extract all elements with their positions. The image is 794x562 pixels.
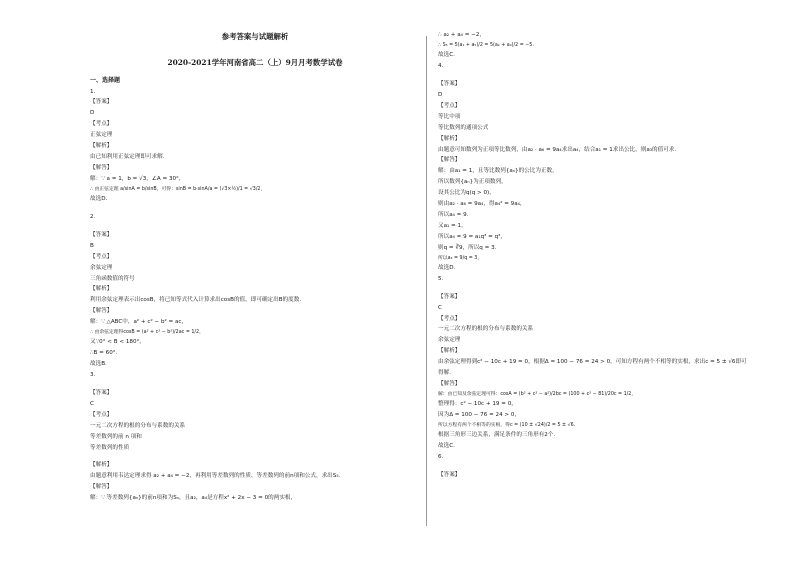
text-line: 又a₁ = 1， <box>438 222 467 229</box>
text-line: D <box>90 110 95 117</box>
text-line: 【答案】 <box>438 81 461 88</box>
text-line: B <box>90 242 94 249</box>
line-gap <box>90 381 420 388</box>
text-line: 正弦定理 <box>90 132 113 139</box>
text-line: 5. <box>438 275 444 282</box>
section-heading: 一、选择题 <box>90 76 121 84</box>
text-line: ∴ a₂ + a₄ = −2， <box>438 32 486 38</box>
text-line: 故选C. <box>438 52 455 59</box>
text-line: 【答案】 <box>438 472 461 479</box>
text-line: 所以a₄ = 9 = a₁q³ = q³， <box>438 233 506 240</box>
text-line: 【考点】 <box>90 411 113 418</box>
text-line: 故选C. <box>438 443 455 450</box>
text-line: 得解. <box>438 370 451 377</box>
text-line: 【解答】 <box>438 157 461 164</box>
text-line: 【考点】 <box>90 121 113 128</box>
text-line: 整理得：c² − 10c + 19 = 0， <box>438 401 517 408</box>
text-line: ∴ 由余弦定理得cosB = (a² + c² − b²)/2ac = 1/2， <box>90 330 204 336</box>
text-line: 则由a₂ · a₆ = 9a₄，得a₄² = 9a₄， <box>438 201 526 208</box>
line-gap <box>90 453 420 460</box>
text-line: 【答案】 <box>90 99 113 106</box>
text-line: 一元二次方程的根的分布与系数的关系 <box>90 422 186 429</box>
line-gap <box>438 285 768 292</box>
text-line: 所以方程有两个不相等的实根，得c = (10 ± √24)/2 = 5 ± √6. <box>438 423 576 429</box>
column-divider <box>426 36 427 526</box>
text-line: 【解析】 <box>438 135 461 142</box>
text-line: 解：由a₁ = 1，且等比数列{aₙ}的公比为正数， <box>438 168 558 175</box>
text-line: 【解答】 <box>90 308 113 315</box>
line-gap <box>438 463 768 470</box>
text-line: 由已知利用正弦定理即可求解. <box>90 154 165 160</box>
exam-title: 2020-2021学年河南省高二（上）9月月考数学试卷 <box>167 58 343 68</box>
text-line: 解：由已知及余弦定理可得：cosA = (b² + c² − a²)/2bc = (100 + c² − 81)/20c = 1/2， <box>438 391 637 397</box>
text-line: 【答案】 <box>90 390 113 396</box>
text-line: 【答案】 <box>438 293 461 300</box>
line-gap <box>90 223 420 230</box>
text-line: 6. <box>438 454 444 461</box>
text-line: 由题意利用韦达定理求得 a₂ + a₄ = −2，再利用等差数列的性质、等差数列的前n项和公式，求出S₅. <box>90 473 341 480</box>
text-line: 等差数列的性质 <box>90 444 130 451</box>
text-line: 故选D. <box>438 264 456 271</box>
text-line: 【解析】 <box>438 348 461 355</box>
text-line: 故选B. <box>90 361 107 368</box>
text-line: C <box>438 304 442 311</box>
text-line: 三角函数值的符号 <box>90 275 135 282</box>
text-line: 【解析】 <box>90 143 113 150</box>
text-line: 【考点】 <box>90 253 113 260</box>
text-line: 余弦定理 <box>438 337 461 344</box>
text-line: 【解答】 <box>90 164 113 171</box>
line-gap <box>438 72 768 79</box>
right-column <box>438 30 768 481</box>
text-line: 故选D. <box>90 196 108 203</box>
text-line: 【解答】 <box>438 380 461 387</box>
text-line: 等比中项 <box>438 113 461 120</box>
text-line: 【考点】 <box>438 102 461 109</box>
page-title: 参考答案与试题解析 <box>221 32 289 41</box>
text-line: 由余弦定理得到c² − 10c + 19 = 0，根据Δ = 100 − 76 = 24 > 0，可知方程有两个不相等的实根，求出c = 5 ± √6即可 <box>438 359 747 366</box>
text-line: 【解答】 <box>90 484 113 491</box>
text-line: 又∵0° < B < 180°， <box>90 339 145 346</box>
text-line: 根据三角形三边关系，满足条件的三角形有2个. <box>438 432 556 439</box>
line-gap <box>90 205 420 212</box>
left-answers <box>90 87 420 505</box>
text-line: 【解析】 <box>90 286 113 293</box>
text-line: C <box>90 400 94 407</box>
text-line: 解：∵ a = 1，b = √3，∠A = 30°， <box>90 175 185 182</box>
text-line: ∴ S₅ = 5(a₁ + a₅)/2 = 5(a₂ + a₄)/2 = −5. <box>438 42 534 48</box>
text-line: 解：∵ 等差数列{aₙ}的前n项和为Sₙ，且a₂，a₄是方程x² + 2x − 3 = 0的两实根， <box>90 495 297 502</box>
text-line: 所以a₄ = 9. <box>438 211 469 218</box>
text-line: 等差数列的前 n 项和 <box>90 433 142 440</box>
text-line: D <box>438 91 443 98</box>
text-line: 4. <box>438 63 444 70</box>
text-line: 所以a₃ = 9/q = 3， <box>438 255 483 261</box>
left-column <box>90 0 420 504</box>
text-line: 设其公比为q(q > 0)， <box>438 190 495 197</box>
right-answers <box>438 30 768 481</box>
text-line: 则q = ∛9，所以q = 3. <box>438 244 497 251</box>
text-line: 等比数列的通项公式 <box>438 124 489 131</box>
text-line: ∴B = 60°. <box>90 350 118 357</box>
text-line: 由题意可知数列为正项等比数列，由a₂ · a₆ = 9a₄求出a₄，结合a₁ = 1求出公比，则a₃的值可求. <box>438 146 677 153</box>
text-line: 【解析】 <box>90 462 113 469</box>
text-line: 【考点】 <box>438 315 461 322</box>
text-line: 所以数列{aₙ}为正项数列， <box>438 179 507 186</box>
text-line: 1. <box>90 88 96 95</box>
text-line: 3. <box>90 372 96 379</box>
text-line: 因为Δ = 100 − 76 = 24 > 0， <box>438 412 521 419</box>
text-line: 余弦定理 <box>90 264 113 271</box>
text-line: 利用余弦定理表示出cosB，将已知等式代入计算求出cosB的值，即可确定出B的度数. <box>90 297 302 304</box>
text-line: 【答案】 <box>90 231 113 238</box>
text-line: 解：∵ △ABC中，a² + c² − b² = ac， <box>90 319 188 326</box>
text-line: 一元二次方程的根的分布与系数的关系 <box>438 326 534 333</box>
text-line: 2. <box>90 213 96 220</box>
text-line: ∴ 由正弦定理 a/sinA = b/sinB，可得：sinB = b·sinA/a = (√3×½)/1 = √3/2， <box>90 186 266 192</box>
